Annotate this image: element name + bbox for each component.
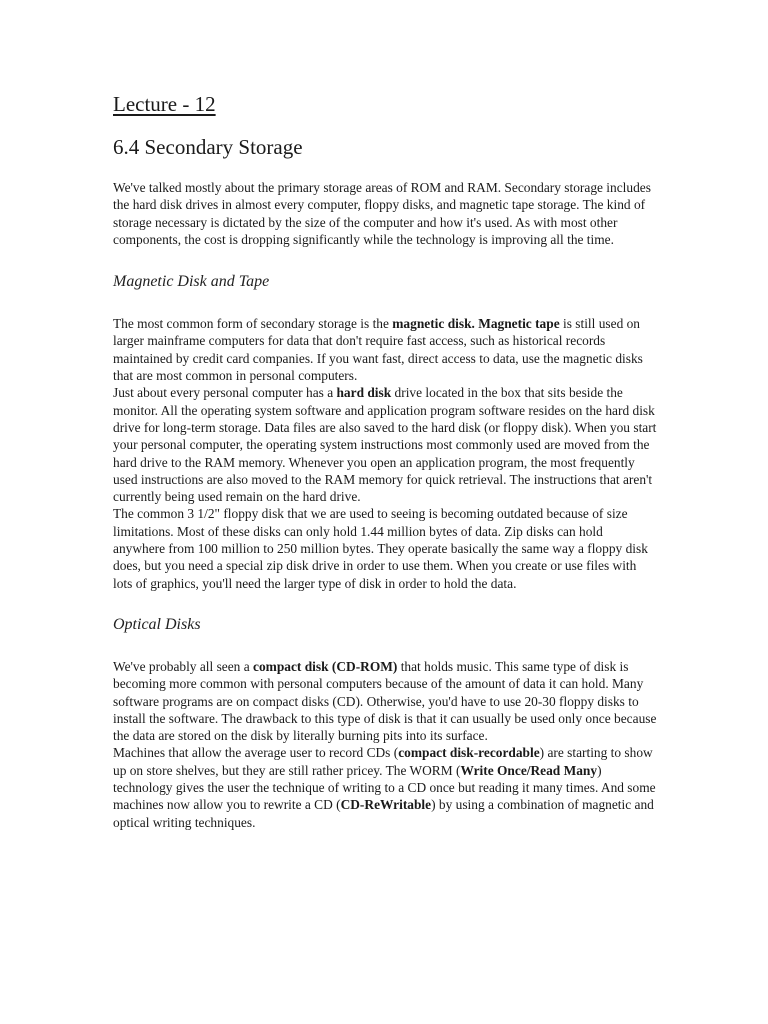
bold-term-worm: Write Once/Read Many bbox=[460, 762, 598, 778]
optical-paragraph-1 bbox=[113, 658, 658, 744]
bold-term-cd-rewritable: CD-ReWritable bbox=[340, 797, 432, 813]
optical-paragraph-2 bbox=[113, 744, 658, 830]
text-span: The most common form of secondary storage is the bbox=[113, 316, 393, 332]
text-span: Just about every personal computer has a bbox=[113, 385, 337, 401]
magnetic-paragraph-2 bbox=[113, 384, 658, 505]
magnetic-heading: Magnetic Disk and Tape bbox=[113, 273, 270, 291]
bold-term-cd-rom: compact disk (CD-ROM) bbox=[253, 658, 398, 674]
text-span: drive located in the box that sits beside the monitor. All the operating system software and application program software resides on the hard disk drive for long-term storage. Data files are also saved to the hard disk (or floppy disk). When you start your personal computer, the operating system instructions most commonly used are moved from the hard drive to the RAM memory. Whenever you open an application program, the most frequently used instructions are also moved to the RAM memory for quick retrieval. The instructions that aren't currently being used remain on the hard drive. bbox=[113, 385, 657, 505]
section-title: 6.4 Secondary Storage bbox=[113, 135, 303, 159]
text-span: ) by using a combination of magnetic and optical writing techniques. bbox=[113, 797, 654, 830]
bold-term-cd-recordable: compact disk-recordable bbox=[398, 745, 540, 761]
text-span: that holds music. This same type of disk is becoming more common with personal computers because of the amount of data it can hold. Many software programs are on compact disks (CD). Otherwise, you'd have to use 20-30 floppy disks to install the software. The drawback to this type of disk is that it can usually be used only once because the data are stored on the disk by literally burning pits into its surface. bbox=[113, 658, 657, 744]
intro-paragraph: We've talked mostly about the primary storage areas of ROM and RAM. Secondary storage includes the hard disk drives in almost every computer, floppy disks, and magnetic tape storage. The kind of storage necessary is dictated by the size of the computer and how it's used. As with most other components, the cost is dropping significantly while the technology is improving all the time. bbox=[113, 180, 651, 247]
text-span: We've probably all seen a bbox=[113, 658, 254, 674]
bold-term-hard-disk: hard disk bbox=[336, 385, 392, 401]
magnetic-paragraph-3: The common 3 1/2" floppy disk that we are used to seeing is becoming outdated because of size limitations. Most of these disks can only hold 1.44 million bytes of data. Zip disks can hold anywhere from 100 million to 250 million bytes. They operate basically the same way a floppy disk does, but you need a special zip disk drive in order to use them. When you create or use files with lots of graphics, you'll need the larger type of disk in order to hold the data. bbox=[113, 506, 648, 591]
document-page bbox=[113, 90, 658, 831]
text-span: is still used on larger mainframe computers for data that don't require fast access, such as historical records maintained by credit card companies. If you want fast, direct access to data, use the magnetic disks that are most common in personal computers. bbox=[113, 316, 643, 384]
lecture-title: Lecture - 12 bbox=[113, 92, 216, 116]
text-span: ) are starting to show up on store shelves, but they are still rather pricey. The WORM ( bbox=[113, 745, 653, 778]
bold-term-magnetic-disk: magnetic disk. Magnetic tape bbox=[392, 316, 560, 332]
text-span: Machines that allow the average user to record CDs ( bbox=[113, 745, 399, 761]
magnetic-paragraph-1 bbox=[113, 315, 658, 384]
text-span: ) technology gives the user the technique of writing to a CD once but reading it many times. And some machines now allow you to rewrite a CD ( bbox=[113, 762, 656, 813]
optical-heading: Optical Disks bbox=[113, 615, 201, 633]
